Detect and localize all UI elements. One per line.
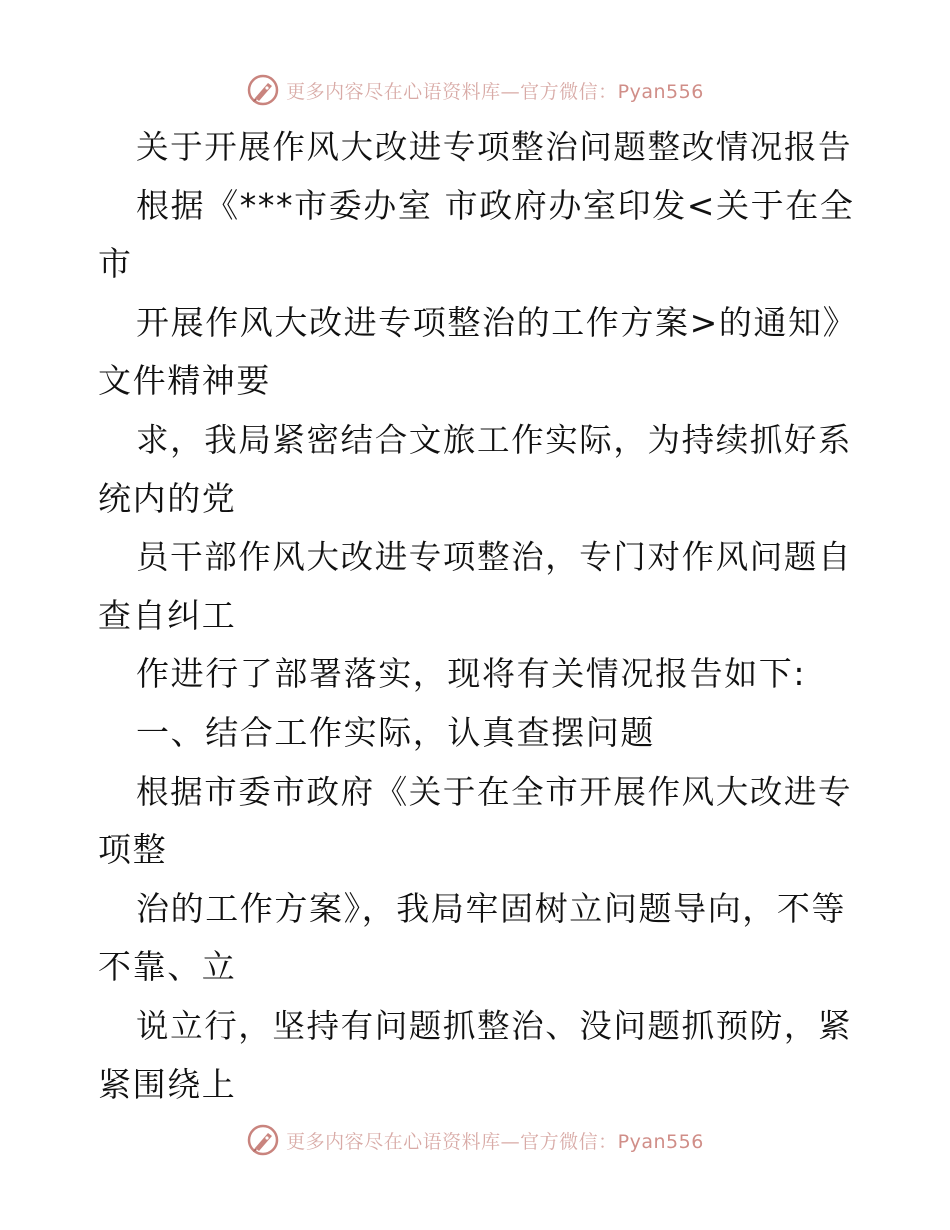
watermark-label: 更多内容尽在心语资料库—官方微信： — [286, 80, 618, 103]
watermark-handle: Pyan556 — [617, 1130, 704, 1153]
watermark-text — [286, 77, 704, 104]
pen-logo-icon — [246, 1123, 280, 1157]
watermark-text — [286, 1127, 704, 1154]
section-heading: 一、结合工作实际，认真查摆问题 — [136, 712, 655, 752]
doc-line: 项整 — [98, 830, 168, 870]
header-watermark — [0, 70, 950, 110]
watermark-label: 更多内容尽在心语资料库—官方微信： — [286, 1130, 618, 1153]
doc-line: 治的工作方案》，我局牢固树立问题导向，不等 — [136, 888, 847, 928]
doc-line: 紧围绕上 — [98, 1064, 237, 1104]
watermark-handle: Pyan556 — [617, 80, 704, 103]
doc-line: 不靠、立 — [98, 947, 237, 987]
doc-line: 作进行了部署落实，现将有关情况报告如下: — [136, 654, 807, 694]
doc-line: 开展作风大改进专项整治的工作方案>的通知》 — [136, 302, 858, 342]
doc-line: 关于开展作风大改进专项整治问题整改情况报告 — [136, 128, 853, 166]
doc-line: 说立行，坚持有问题抓整治、没问题抓预防，紧 — [136, 1006, 853, 1045]
doc-line: 根据市委市政府《关于在全市开展作风大改进专 — [136, 772, 853, 811]
doc-line: 统内的党 — [98, 478, 237, 518]
doc-line: 查自纠工 — [98, 595, 237, 635]
doc-line: 根据《***市委办室 市政府办室印发<关于在全 — [136, 185, 855, 225]
doc-line: 求，我局紧密结合文旅工作实际，为持续抓好系 — [136, 420, 853, 459]
footer-watermark — [0, 1120, 950, 1160]
doc-line: 市 — [98, 244, 133, 284]
doc-line: 员干部作风大改进专项整治，专门对作风问题自 — [136, 538, 853, 577]
pen-logo-icon — [246, 73, 280, 107]
document-body — [98, 118, 858, 1114]
doc-line: 文件精神要 — [98, 361, 271, 401]
